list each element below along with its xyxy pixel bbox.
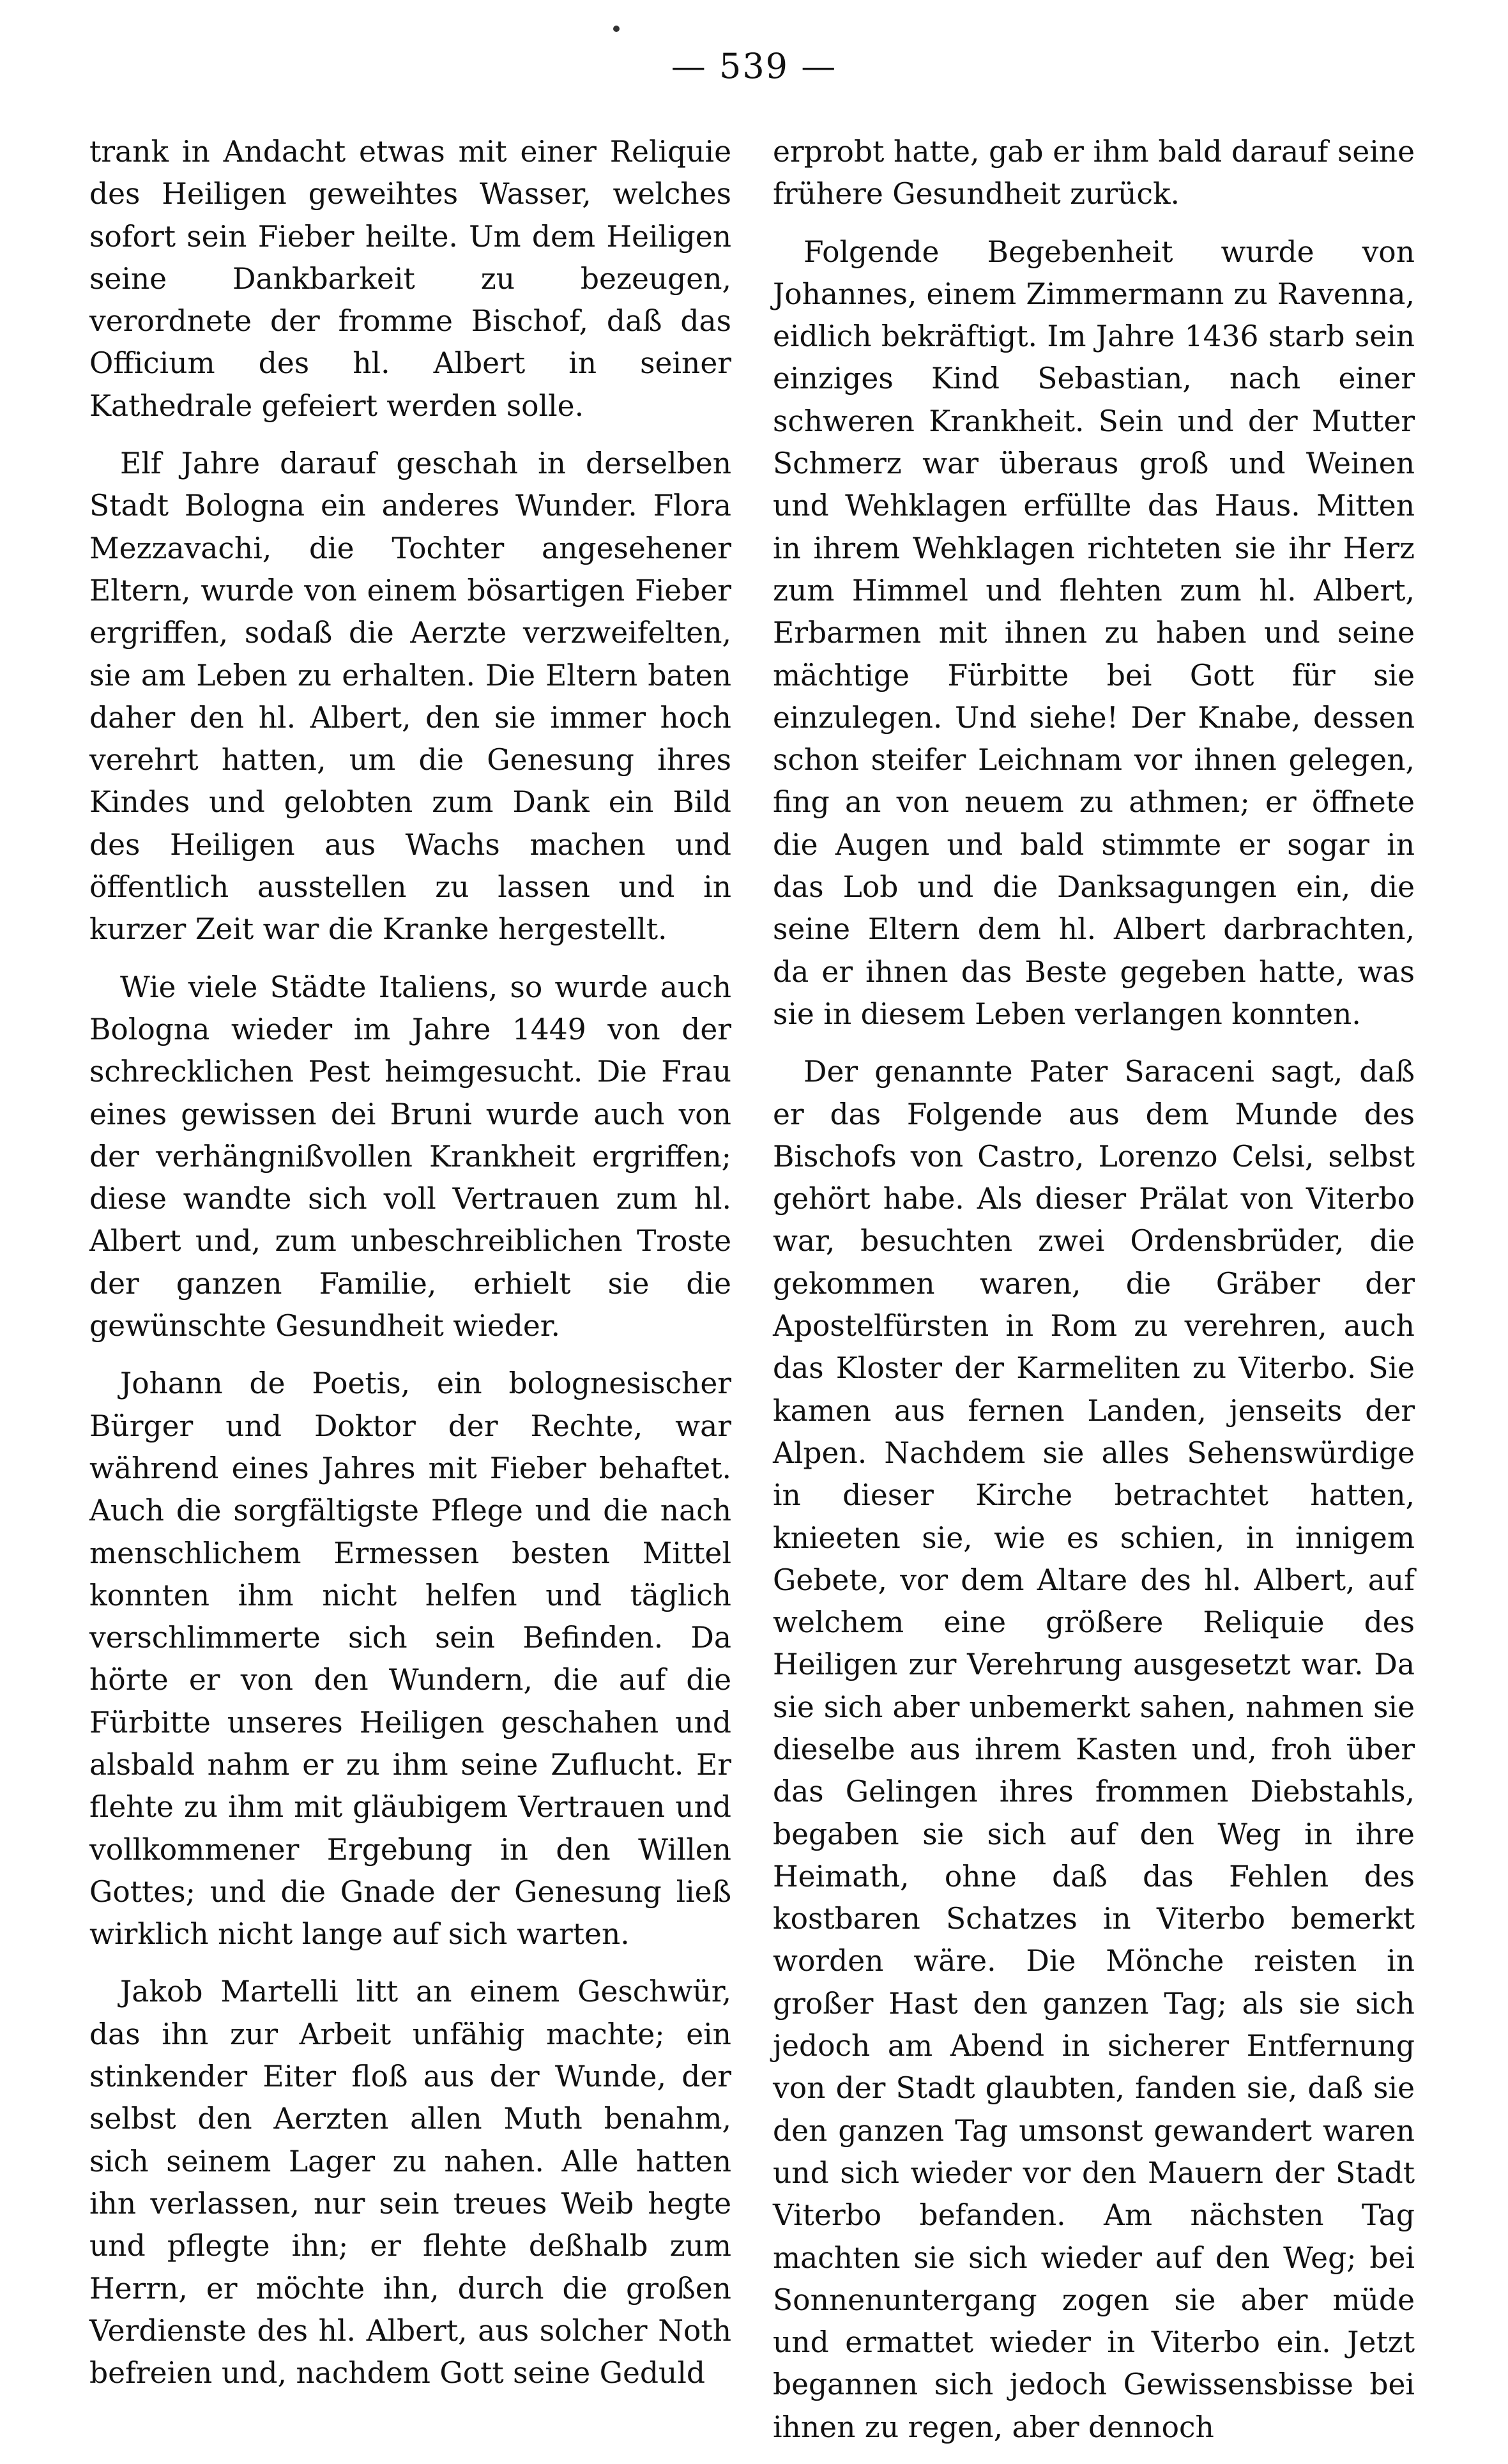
paragraph: Jakob Martelli litt an einem Geschwür, das ihn zur Arbeit unfähig machte; ein stinkender Eiter floß aus der Wunde, der selbst den Aerzten allen Muth benahm, sich seinem Lager zu nahen. Alle hatten ihn verlassen, nur sein treues Weib hegte und pflegte ihn; er flehte deßhalb zum Herrn, er möchte ihn, durch die großen Verdienste des hl. Albert, aus solcher Noth befreien und, nachdem Gott seine Geduld xyxy=(89,1975,731,2391)
paragraph: trank in Andacht etwas mit einer Reliquie des Heiligen geweihtes Wasser, welches sofort sein Fieber heilte. Um dem Heiligen seine Dankbarkeit zu bezeugen, verordnete der fromme Bischof, daß das Officium des hl. Albert in seiner Kathedrale gefeiert werden solle. xyxy=(89,135,731,423)
page-number: — 539 — xyxy=(671,46,837,86)
right-column xyxy=(773,131,1415,2464)
paragraph: Elf Jahre darauf geschah in derselben Stadt Bologna ein anderes Wunder. Flora Mezzavachi, die Tochter angesehener Eltern, wurde von einem bösartigen Fieber ergriffen, sodaß die Aerzte verzweifelten, sie am Leben zu erhalten. Die Eltern baten daher den hl. Albert, den sie immer hoch verehrt hatten, um die Genesung ihres Kindes und gelobten zum Dank ein Bild des Heiligen aus Wachs machen und öffentlich ausstellen zu lassen und in kurzer Zeit war die Kranke hergestellt. xyxy=(89,447,731,947)
left-column xyxy=(89,131,731,2410)
paragraph: Folgende Begebenheit wurde von Johannes, einem Zimmermann zu Ravenna, eidlich bekräftigt. Im Jahre 1436 starb sein einziges Kind Sebastian, nach einer schweren Krankheit. Sein und der Mutter Schmerz war überaus groß und Weinen und Wehklagen erfüllte das Haus. Mitten in ihrem Wehklagen richteten sie ihr Herz zum Himmel und flehten zum hl. Albert, Erbarmen mit ihnen zu haben und seine mächtige Fürbitte bei Gott für sie einzulegen. Und siehe! Der Knabe, dessen schon steifer Leichnam vor ihnen gelegen, fing an von neuem zu athmen; er öffnete die Augen und bald stimmte er sogar in das Lob und die Danksagungen ein, die seine Eltern dem hl. Albert darbrachten, da er ihnen das Beste gegeben hatte, was sie in diesem Leben verlangen konnten. xyxy=(773,234,1415,1031)
paragraph: Wie viele Städte Italiens, so wurde auch Bologna wieder im Jahre 1449 von der schrecklichen Pest heimgesucht. Die Frau eines gewissen dei Bruni wurde auch von der verhängnißvollen Krankheit ergriffen; diese wandte sich voll Vertrauen zum hl. Albert und, zum unbeschreiblichen Troste der ganzen Familie, erhielt sie die gewünschte Gesundheit wieder. xyxy=(89,970,731,1343)
paragraph: Johann de Poetis, ein bolognesischer Bürger und Doktor der Rechte, war während eines Jahres mit Fieber behaftet. Auch die sorgfältigste Pflege und die nach menschlichem Ermessen besten Mittel konnten ihm nicht helfen und täglich verschlimmerte sich sein Befinden. Da hörte er von den Wundern, die auf die Fürbitte unseres Heiligen geschahen und alsbald nahm er zu ihm seine Zuflucht. Er flehte zu ihm mit gläubigem Vertrauen und vollkommener Ergebung in den Willen Gottes; und die Gnade der Genesung ließ wirklich nicht lange auf sich warten. xyxy=(89,1366,731,1952)
paragraph: erprobt hatte, gab er ihm bald darauf seine frühere Gesundheit zurück. xyxy=(773,135,1415,211)
paragraph: Der genannte Pater Saraceni sagt, daß er das Folgende aus dem Munde des Bischofs von Castro, Lorenzo Celsi, selbst gehört habe. Als dieser Prälat von Viterbo war, besuchten zwei Ordensbrüder, die gekommen waren, die Gräber der Apostelfürsten in Rom zu verehren, auch das Kloster der Karmeliten zu Viterbo. Sie kamen aus fernen Landen, jenseits der Alpen. Nachdem sie alles Sehenswürdige in dieser Kirche betrachtet hatten, knieeten sie, wie es schien, in innigem Gebete, vor dem Altare des hl. Albert, auf welchem eine größere Reliquie des Heiligen zur Verehrung ausgesetzt war. Da sie sich aber unbemerkt sahen, nahmen sie dieselbe aus ihrem Kasten und, froh über das Gelingen ihres frommen Diebstahls, begaben sie sich auf den Weg in ihre Heimath, ohne daß das Fehlen des kostbaren Schatzes in Viterbo bemerkt worden wäre. Die Mönche reisten in großer Hast den ganzen Tag; als sie sich jedoch am Abend in sicherer Entfernung von der Stadt glaubten, fanden sie, daß sie den ganzen Tag umsonst gewandert waren und sich wieder vor den Mauern der Stadt Viterbo befanden. Am nächsten Tag machten sie sich wieder auf den Weg; bei Sonnenuntergang zogen sie aber müde und ermattet wieder in Viterbo ein. Jetzt begannen sich jedoch Gewissensbisse bei ihnen zu regen, aber dennoch xyxy=(773,1055,1415,2444)
printing-speck xyxy=(613,26,620,32)
